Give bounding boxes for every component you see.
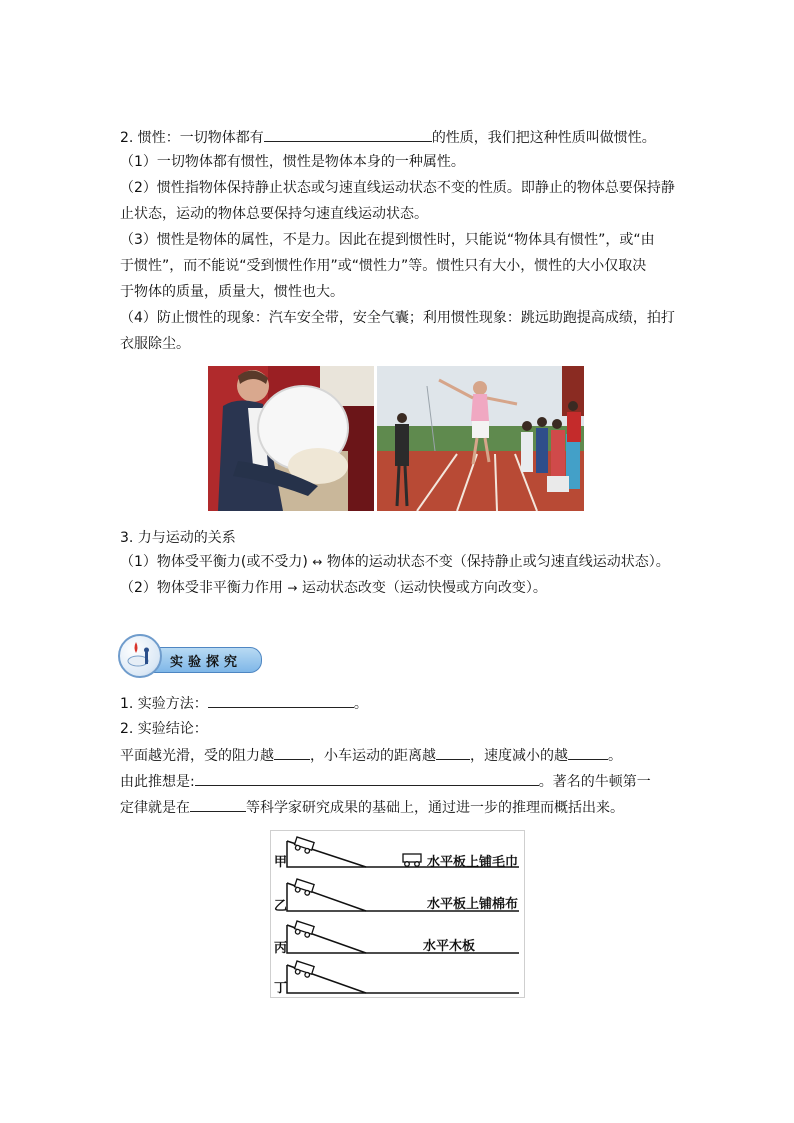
surface-label-2: 水平板上铺棉布 (427, 897, 519, 912)
row-tag-3: 丙 (274, 941, 288, 956)
conclusion-part-2: ，小车运动的距离越 (310, 748, 436, 764)
inference-blank[interactable] (195, 771, 539, 786)
surface-label-1: 水平板上铺毛巾 (427, 855, 519, 870)
inference-end: 。著名的牛顿第一 (538, 774, 651, 790)
experiment-inference (120, 771, 680, 792)
inertia-item-4-line-2: 衣服除尘。 (120, 336, 190, 352)
inertia-item-1: （1）一切物体都有惯性，惯性是物体本身的一种属性。 (120, 154, 465, 170)
inertia-blank[interactable] (264, 127, 432, 142)
resistance-blank[interactable] (274, 745, 310, 760)
row-tag-1: 甲 (274, 855, 288, 870)
conclusion-part-3: ，速度减小的越 (470, 748, 568, 764)
newton-part-1: 定律就是在 (120, 800, 190, 816)
unbalanced-force-text: （2）物体受非平衡力作用 (120, 580, 283, 596)
inertia-item-3-line-3: 于物体的质量，质量大，惯性也大。 (120, 284, 344, 300)
long-jump-photo (377, 366, 584, 511)
row-tag-2: 乙 (274, 899, 288, 914)
inertia-item-2-line-2: 止状态，运动的物体总要保持匀速直线运动状态。 (120, 206, 428, 222)
airbag-photo (208, 366, 374, 511)
experiment-conclusion-label: 2. 实验结论： (120, 721, 208, 737)
inertia-item-2-line-1: （2）惯性指物体保持静止状态或匀速直线运动状态不变的性质。即静止的物体总要保持静 (120, 180, 675, 196)
force-motion-item-2 (120, 578, 680, 598)
force-motion-heading: 3. 力与运动的关系 (120, 530, 236, 546)
experiment-method (120, 693, 680, 714)
inertia-item-3-line-2: 于惯性”，而不能说“受到惯性作用”或“惯性力”等。惯性只有大小，惯性的大小仅取决 (120, 258, 647, 274)
experiment-badge (118, 634, 263, 678)
double-arrow-icon: ↔ (312, 555, 323, 569)
inertia-definition (120, 127, 680, 148)
right-arrow-icon: → (287, 581, 298, 595)
inertia-head-prefix: 2. 惯性：一切物体都有 (120, 130, 264, 146)
inertia-head-suffix: 的性质，我们把这种性质叫做惯性。 (431, 130, 656, 146)
scientist-blank[interactable] (190, 797, 246, 812)
surface-label-3: 水平木板 (423, 939, 476, 954)
method-end: 。 (353, 696, 368, 712)
experiment-conclusion (120, 745, 680, 766)
inertia-item-4-line-1: （4）防止惯性的现象：汽车安全带，安全气囊；利用惯性现象：跳远助跑提高成绩，拍打 (120, 310, 675, 326)
force-motion-item-1 (120, 552, 680, 572)
incline-experiment-diagram (270, 830, 525, 998)
method-blank[interactable] (208, 693, 354, 708)
badge-label: 实验探究 (170, 655, 243, 670)
speed-blank[interactable] (568, 745, 608, 760)
unbalanced-force-result: 运动状态改变（运动快慢或方向改变）。 (301, 580, 547, 596)
method-label: 1. 实验方法： (120, 696, 208, 712)
newton-part-2: 等科学家研究成果的基础上，通过进一步的推理而概括出来。 (246, 800, 624, 816)
balanced-force-text: （1）物体受平衡力(或不受力) (120, 554, 308, 570)
inertia-item-3-line-1: （3）惯性是物体的属性，不是力。因此在提到惯性时，只能说“物体具有惯性”，或“由 (120, 232, 655, 248)
conclusion-part-1: 平面越光滑，受的阻力越 (120, 748, 274, 764)
experiment-icon (124, 640, 154, 670)
inference-label: 由此推想是: (120, 774, 195, 790)
conclusion-part-4: 。 (608, 748, 622, 764)
distance-blank[interactable] (436, 745, 470, 760)
newton-law-line (120, 797, 680, 818)
balanced-force-result: 物体的运动状态不变（保持静止或匀速直线运动状态）。 (326, 554, 670, 570)
row-tag-4: 丁 (274, 981, 288, 996)
